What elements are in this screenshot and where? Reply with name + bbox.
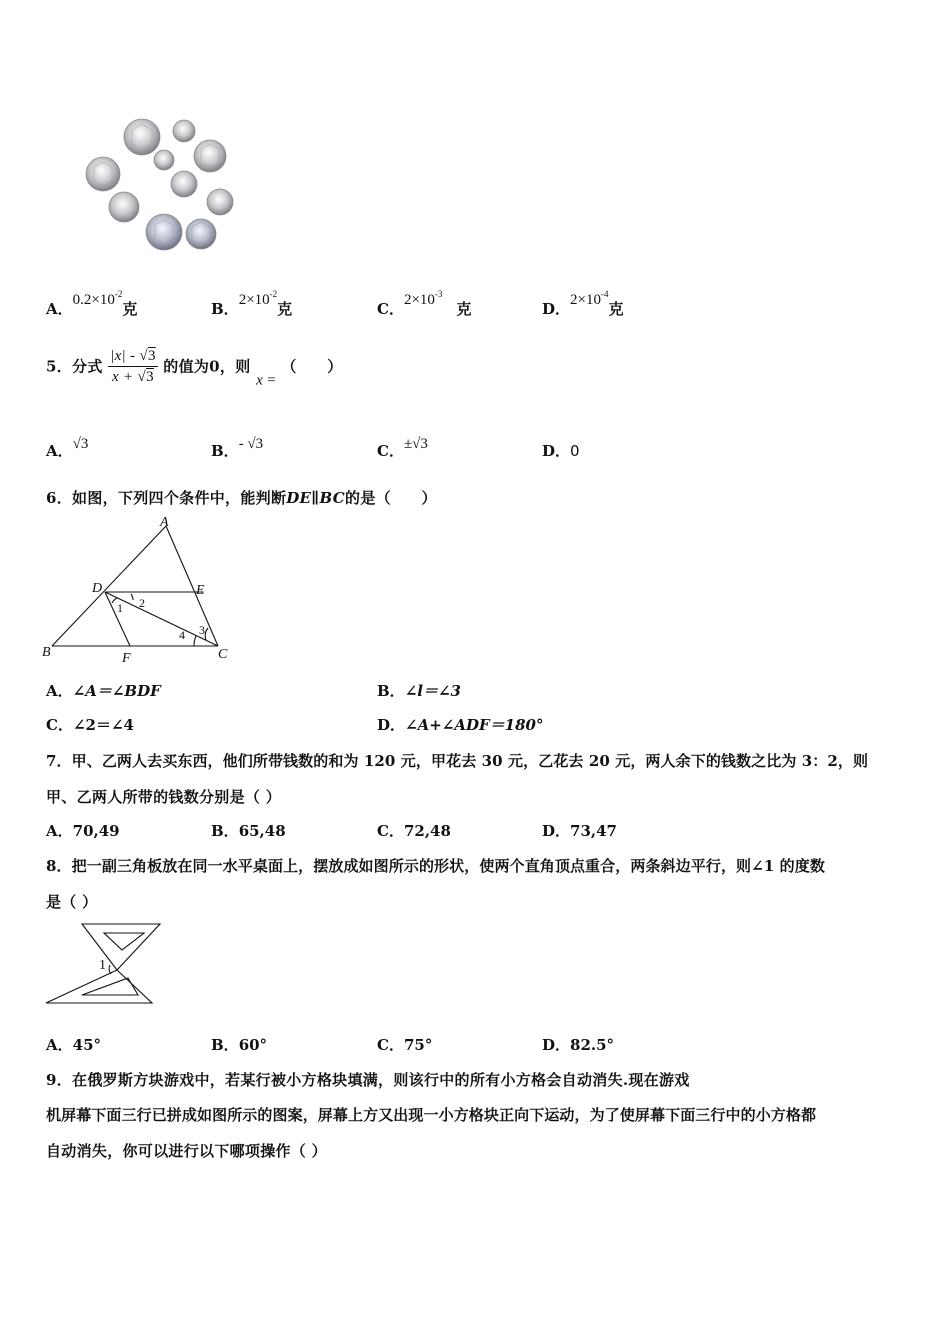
question-6: 6．如图，下列四个条件中，能判断DE∥BC的是（ ） (46, 489, 437, 507)
label-D: D (92, 581, 103, 596)
angle-2-label: 2 (139, 596, 145, 610)
q6-option-a[interactable]: A．∠A＝∠BDF (46, 682, 161, 700)
label-F: F (122, 651, 131, 666)
angle-4-label: 4 (179, 628, 185, 642)
q4-option-b[interactable]: B．$2\times 10^{-2}$克 (211, 289, 293, 318)
segment-AB (52, 526, 166, 646)
diamonds-image (80, 112, 245, 254)
q8-option-b[interactable]: B．60° (211, 1036, 268, 1054)
q5-option-c[interactable]: C．±√3 (377, 436, 428, 460)
question-9-line-1: 9．在俄罗斯方块游戏中，若某行被小方格块填满，则该行中的所有小方格会自动消失.现在游戏 (46, 1071, 690, 1089)
question-9-line-3: 自动消失，你可以进行以下哪项操作（ ） (46, 1142, 327, 1160)
label-B: B (42, 645, 51, 660)
q5-fraction: $\frac{|x| - √3}{x + √3}$ (110, 348, 156, 385)
question-7-line-2: 甲、乙两人所带的钱数分别是（ ） (46, 788, 282, 806)
q7-option-d[interactable]: D．73,47 (542, 822, 617, 840)
q5-option-a[interactable]: A．√3 (46, 436, 89, 460)
label-A: A (160, 515, 169, 530)
lower-triangle-outer (46, 970, 152, 1003)
angle-1-label: 1 (99, 958, 106, 973)
q6-option-c[interactable]: C．∠2＝∠4 (46, 716, 134, 734)
q8-option-a[interactable]: A．45° (46, 1036, 102, 1054)
q6-triangle-figure (40, 512, 240, 667)
q7-option-a[interactable]: A．70,49 (46, 822, 120, 840)
q4-option-d[interactable]: D．$2\times 10^{-4}$克 (542, 289, 624, 318)
q7-option-b[interactable]: B．65,48 (211, 822, 286, 840)
q4-option-a[interactable]: A．$0.2\times 10^{-2}$克 (46, 289, 138, 318)
segment-AC (166, 526, 218, 646)
q8-option-c[interactable]: C．75° (377, 1036, 433, 1054)
angle-3-label: 3 (199, 623, 205, 637)
question-8-line-1: 8．把一副三角板放在同一水平桌面上，摆放成如图所示的形状，使两个直角顶点重合，两条斜边平行，则∠1 的度数 (46, 857, 825, 875)
question-8-line-2: 是（ ） (46, 893, 98, 911)
q4-option-c[interactable]: C．$2\times 10^{-3}$克 (377, 289, 472, 318)
q7-option-c[interactable]: C．72,48 (377, 822, 451, 840)
q5-option-d[interactable]: D．0 (542, 442, 580, 460)
question-7-line-1: 7．甲、乙两人去买东西，他们所带钱数的和为 120 元，甲花去 30 元，乙花去 20 元，两人余下的钱数之比为 3：2，则 (46, 752, 869, 770)
diamond-icon (86, 119, 233, 250)
question-5: 5．分式 $\frac{|x| - √3}{x + √3}$ 的值为0，则 x = （ ） (46, 348, 343, 389)
lower-triangle-inner (82, 978, 138, 995)
q6-option-b[interactable]: B．∠l＝∠3 (377, 682, 461, 700)
q8-set-squares-figure (42, 920, 164, 1010)
question-9-line-2: 机屏幕下面三行已拼成如图所示的图案，屏幕上方又出现一小方格块正向下运动，为了使屏幕下面三行中的小方格都 (46, 1106, 817, 1124)
q6-option-d[interactable]: D．∠A+∠ADF＝180° (377, 716, 544, 734)
q8-option-d[interactable]: D．82.5° (542, 1036, 615, 1054)
upper-triangle-outer (82, 924, 160, 970)
angle-1-label: 1 (117, 601, 123, 615)
label-C: C (218, 647, 228, 662)
q5-option-b[interactable]: B．- √3 (211, 436, 264, 460)
label-E: E (196, 583, 205, 598)
